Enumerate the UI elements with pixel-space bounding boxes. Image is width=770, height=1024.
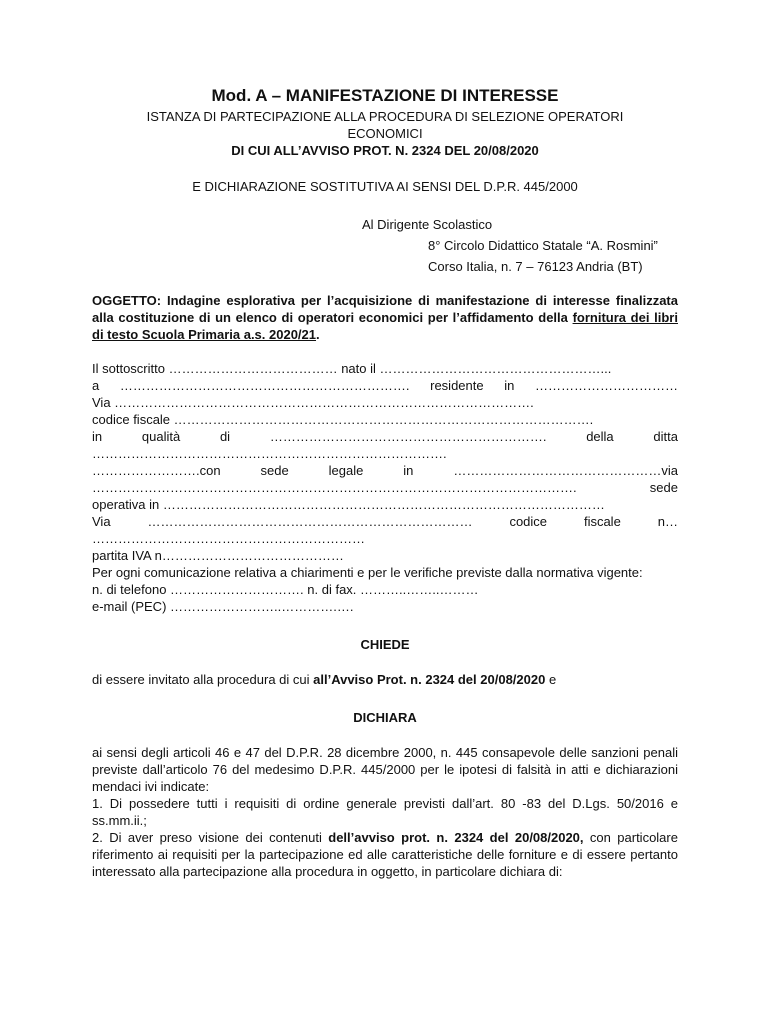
form-line-street [92, 479, 678, 496]
residence-field: residente in …………………………… [430, 378, 678, 393]
birthplace-field: a …………………………………………………………. [92, 378, 410, 393]
form-line-legal-seat [92, 462, 678, 479]
chiede-paragraph [92, 671, 678, 688]
recipient-line-1: Al Dirigente Scolastico [362, 217, 493, 232]
subtitle-line-1: ISTANZA DI PARTECIPAZIONE ALLA PROCEDURA DI SELEZIONE OPERATORI [146, 109, 624, 124]
form-line-role [92, 428, 678, 445]
recipient-line-2: 8° Circolo Didattico Statale “A. Rosmini” [428, 238, 658, 253]
role-word-di: di [219, 429, 231, 444]
form-line-fiscal-continued: ……………………………………………………… [92, 531, 365, 546]
form-line-communication: Per ogni comunicazione relativa a chiarimenti e per le verifiche previste dalla normativa vigente: [92, 565, 643, 580]
role-word-in: in [92, 429, 103, 444]
fiscale-number-field: n… [657, 514, 678, 529]
via-field: ………………………………………………………………… [147, 514, 473, 529]
item2-text-b: con particolare riferimento ai requisiti per la partecipazione ed alle caratteristiche delle forniture e di essere pertanto interessato alla partecipazione alla procedura in oggetto, in particolare dichiara di: [92, 830, 678, 879]
dichiara-item-2 [92, 829, 678, 880]
role-word-della: della [586, 429, 614, 444]
subject-underlined: fornitura dei libri di testo Scuola Primaria a.s. 2020/21 [92, 310, 678, 342]
document-header [92, 86, 678, 195]
form-line-address: Via ……………………………………………………………………………………. [92, 395, 534, 410]
chiede-bold-ref: all’Avviso Prot. n. 2324 del 20/08/2020 [313, 672, 546, 687]
subject-label: OGGETTO: [92, 293, 162, 308]
dichiara-item-1: 1. Di possedere tutti i requisiti di ordine generale previsti dall’art. 80 -83 del D.Lgs. 50/2016 e ss.mm.ii.; [92, 796, 678, 828]
form-line-phone-fax: n. di telefono …………………………. n. di fax. ………..……..……… [92, 582, 479, 597]
recipient-block [92, 214, 678, 277]
declaration-line: E DICHIARAZIONE SOSTITUTIVA AI SENSI DEL D.P.R. 445/2000 [192, 179, 578, 194]
document-title: Mod. A – MANIFESTAZIONE DI INTERESSE [211, 86, 559, 105]
dichiara-intro: ai sensi degli articoli 46 e 47 del D.P.R. 28 dicembre 2000, n. 445 consapevole delle sanzioni penali previste dall’articolo 76 del medesimo D.P.R. 445/2000 per le ipotesi di falsità in atti e dichiarazioni mendaci ivi indicate: [92, 745, 678, 794]
legal-seat-field: …………………….con [92, 463, 221, 478]
form-line-name: Il sottoscritto ………………………………… nato il ……………………………………………... [92, 361, 612, 376]
form-line-vat: partita IVA n…………………………………… [92, 548, 344, 563]
form-line-via-codice [92, 513, 678, 530]
form-line-email: e-mail (PEC) ……………………..………….…. [92, 599, 354, 614]
chiede-text: di essere invitato alla procedura di cui [92, 672, 314, 687]
subtitle-line-3: DI CUI ALL’AVVISO PROT. N. 2324 DEL 20/08/2020 [231, 143, 539, 158]
street-field: …………………………………………………………………………………………………. [92, 480, 577, 495]
subject-end: . [316, 327, 320, 342]
item2-bold-ref: dell’avviso prot. n. 2324 del 20/08/2020, [328, 830, 584, 845]
recipient-line-3: Corso Italia, n. 7 – 76123 Andria (BT) [428, 259, 643, 274]
document-page [92, 86, 678, 880]
via-word: Via [92, 514, 111, 529]
form-line-company: ………………………………………………………………………. [92, 446, 447, 461]
street-word-sede: sede [649, 480, 678, 495]
legal-seat-city-field: …………………………………………via [453, 463, 678, 478]
role-word-qualita: qualità [141, 429, 181, 444]
form-line-operative-seat: operativa in ………………………………………………………………………………………… [92, 497, 605, 512]
fiscale-word: fiscale [583, 514, 621, 529]
legal-seat-word-sede: sede [260, 463, 289, 478]
item2-text-a: 2. Di aver preso visione dei contenuti [92, 830, 329, 845]
subject-paragraph [92, 292, 678, 343]
dichiara-heading: DICHIARA [353, 710, 417, 725]
legal-seat-word-legale: legale [328, 463, 364, 478]
applicant-form [92, 360, 678, 615]
role-field: ………………………………………………………. [269, 429, 547, 444]
chiede-heading: CHIEDE [360, 637, 410, 652]
chiede-end: e [545, 672, 557, 687]
subject-text: Indagine esplorativa per l’acquisizione di manifestazione di interesse finalizzata alla costituzione di un elenco di operatori economici per l’affidamento della [92, 293, 678, 325]
form-line-tax-code: codice fiscale ……………………………………………………………………………………. [92, 412, 594, 427]
codice-word: codice [509, 514, 548, 529]
form-line-birthplace [92, 377, 678, 394]
subtitle-line-2: ECONOMICI [347, 126, 423, 141]
legal-seat-word-in: in [403, 463, 414, 478]
role-word-ditta: ditta [653, 429, 678, 444]
